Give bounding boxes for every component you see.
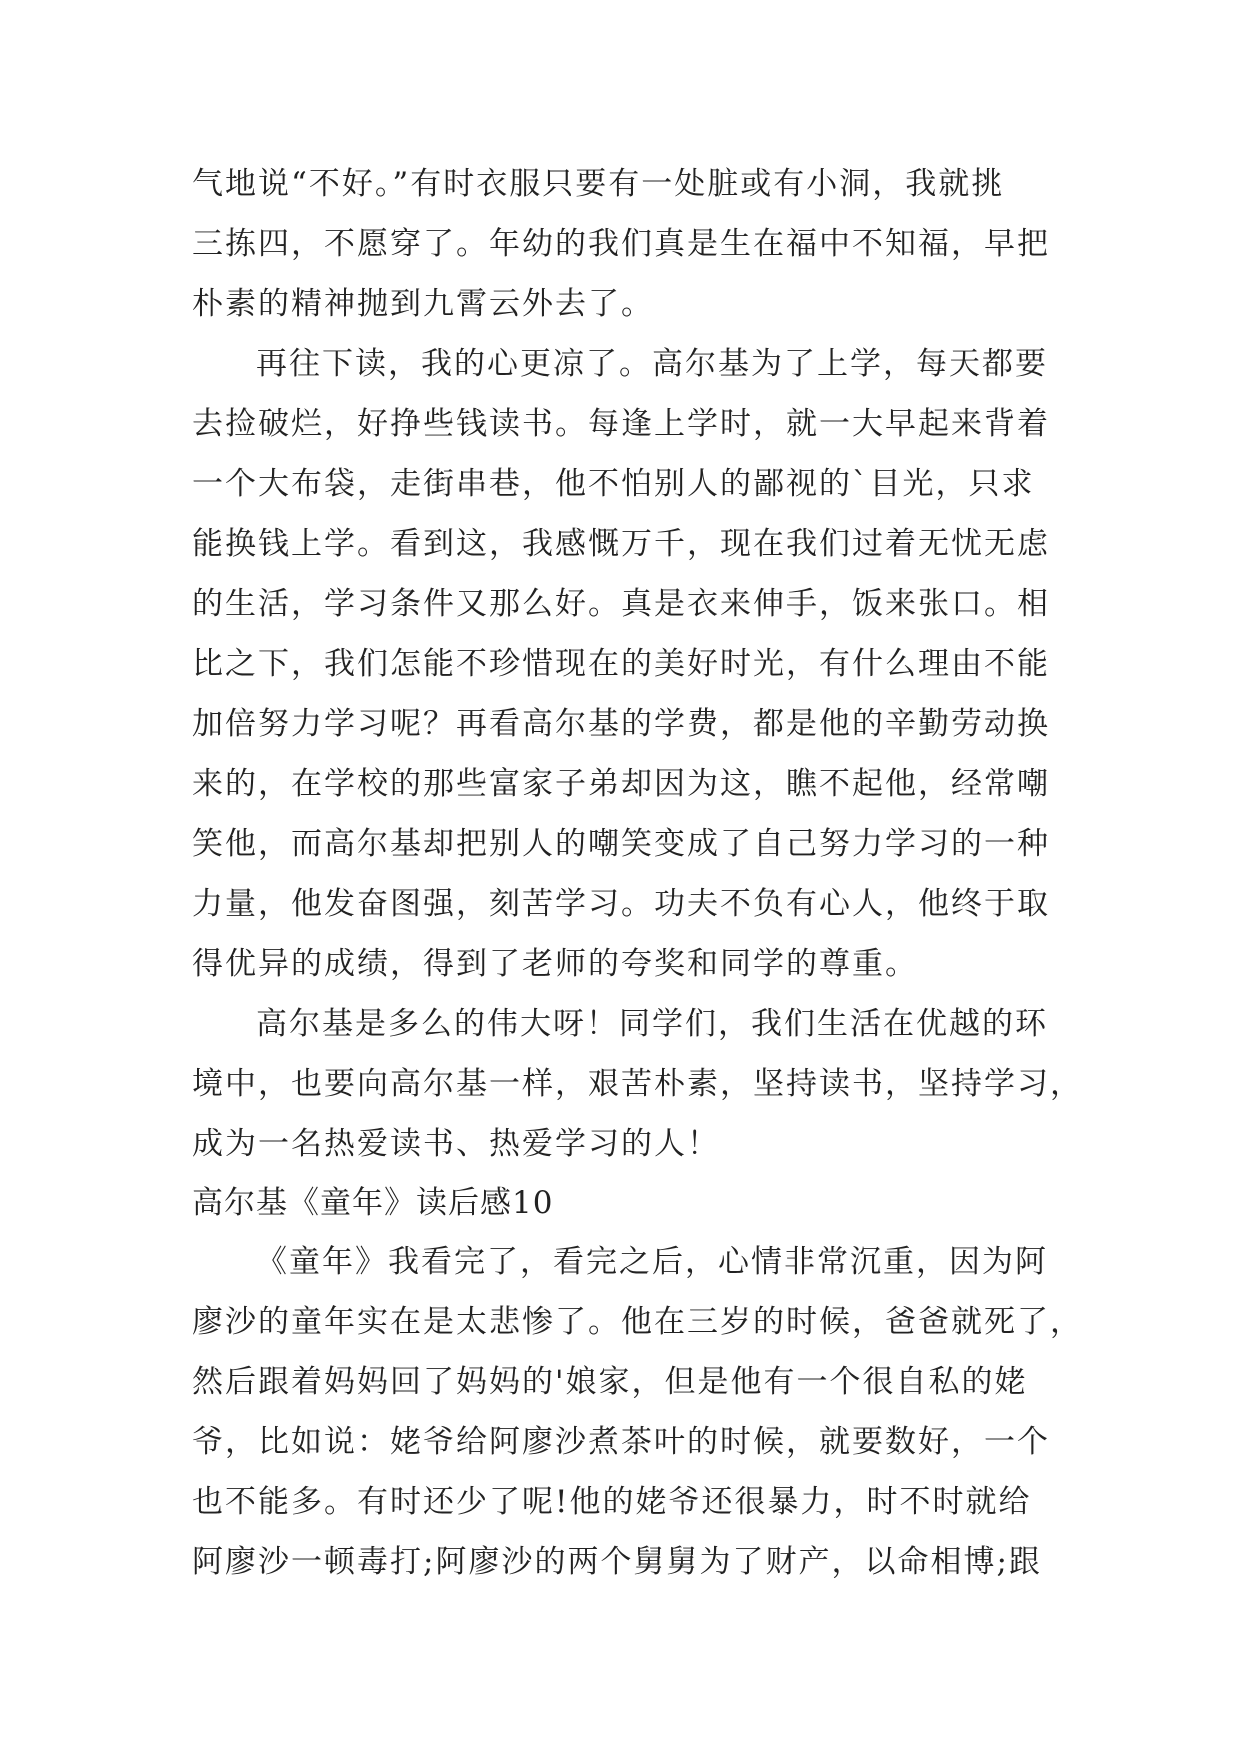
- text-line: 境中，也要向高尔基一样，艰苦朴素，坚持读书，坚持学习，: [192, 1066, 1083, 1102]
- text-line: 三拣四，不愿穿了。年幼的我们真是生在福中不知福，早把: [192, 226, 1050, 262]
- text-line: 廖沙的童年实在是太悲惨了。他在三岁的时候，爸爸就死了，: [192, 1304, 1083, 1340]
- text-line: 去捡破烂，好挣些钱读书。每逢上学时，就一大早起来背着: [192, 406, 1050, 442]
- text-line: 朴素的精神抛到九霄云外去了。: [192, 286, 654, 322]
- text-line: 能换钱上学。看到这，我感慨万千，现在我们过着无忧无虑: [192, 526, 1050, 562]
- text-line: 笑他，而高尔基却把别人的嘲笑变成了自己努力学习的一种: [192, 826, 1050, 862]
- text-line: 成为一名热爱读书、热爱学习的人！: [192, 1126, 720, 1162]
- text-line: 力量，他发奋图强，刻苦学习。功夫不负有心人，他终于取: [192, 886, 1050, 922]
- text-line: 气地说“不好。”有时衣服只要有一处脏或有小洞，我就挑: [192, 166, 1005, 202]
- text-line: 阿廖沙一顿毒打;阿廖沙的两个舅舅为了财产，以命相博;跟: [192, 1544, 1042, 1580]
- document-body: [192, 154, 1083, 1592]
- text-line: 也不能多。有时还少了呢!他的姥爷还很暴力，时不时就给: [192, 1484, 1032, 1520]
- text-line: 然后跟着妈妈回了妈妈的'娘家，但是他有一个很自私的姥: [192, 1364, 1028, 1400]
- paragraph-start-line: 高尔基是多么的伟大呀！同学们，我们生活在优越的环: [256, 1006, 1048, 1042]
- text-line: 一个大布袋，走街串巷，他不怕别人的鄙视的`目光，只求: [192, 466, 1035, 502]
- text-line: 比之下，我们怎能不珍惜现在的美好时光，有什么理由不能: [192, 646, 1050, 682]
- text-line: 加倍努力学习呢？再看高尔基的学费，都是他的辛勤劳动换: [192, 706, 1050, 742]
- section-heading: 高尔基《童年》读后感10: [192, 1185, 554, 1221]
- text-line: 的生活，学习条件又那么好。真是衣来伸手，饭来张口。相: [192, 586, 1050, 622]
- text-line: 得优异的成绩，得到了老师的夸奖和同学的尊重。: [192, 946, 918, 982]
- text-line: 爷，比如说：姥爷给阿廖沙煮茶叶的时候，就要数好，一个: [192, 1424, 1050, 1460]
- paragraph-start-line: 《童年》我看完了，看完之后，心情非常沉重，因为阿: [256, 1244, 1048, 1280]
- paragraph-start-line: 再往下读，我的心更凉了。高尔基为了上学，每天都要: [256, 346, 1048, 382]
- text-line: 来的，在学校的那些富家子弟却因为这，瞧不起他，经常嘲: [192, 766, 1050, 802]
